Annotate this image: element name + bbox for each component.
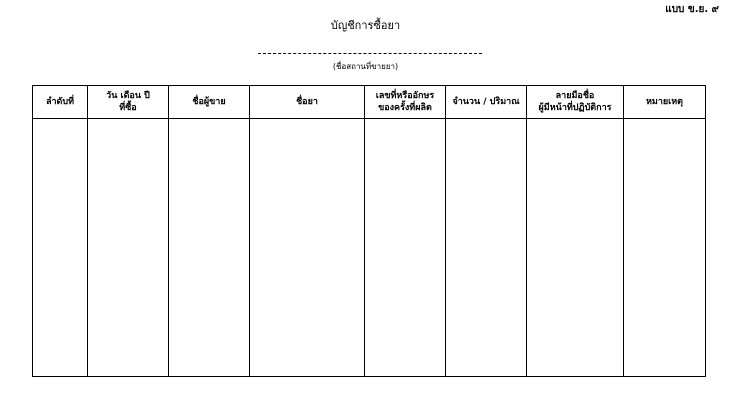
table-cell[interactable] — [33, 119, 88, 377]
place-name-caption: (ชื่อสถานที่ขายยา) — [332, 62, 399, 71]
column-header-signature: ลายมือชื่อ ผู้มีหน้าที่ปฏิบัติการ — [527, 86, 624, 119]
column-header-seller-name: ชื่อผู้ขาย — [169, 86, 250, 119]
document-title: บัญชีการซื้อยา — [330, 19, 401, 32]
table-cell[interactable] — [250, 119, 365, 377]
table-cell[interactable] — [365, 119, 446, 377]
table-cell[interactable] — [446, 119, 527, 377]
column-header-lot-number: เลขที่หรืออักษร ของครั้งที่ผลิต — [365, 86, 446, 119]
column-header-remarks: หมายเหตุ — [624, 86, 706, 119]
place-name-line — [258, 53, 482, 54]
column-header-quantity: จำนวน / ปริมาณ — [446, 86, 527, 119]
table-cell[interactable] — [169, 119, 250, 377]
table-header-row — [33, 86, 706, 119]
column-header-sequence: ลำดับที่ — [33, 86, 88, 119]
column-header-purchase-date: วัน เดือน ปี ที่ซื้อ — [88, 86, 169, 119]
table-row — [33, 119, 706, 377]
form-code: แบบ ข.ย. ๙ — [665, 4, 719, 15]
purchase-record-table — [32, 85, 706, 377]
column-header-drug-name: ชื่อยา — [250, 86, 365, 119]
table-cell[interactable] — [527, 119, 624, 377]
table-cell[interactable] — [88, 119, 169, 377]
table-cell[interactable] — [624, 119, 706, 377]
